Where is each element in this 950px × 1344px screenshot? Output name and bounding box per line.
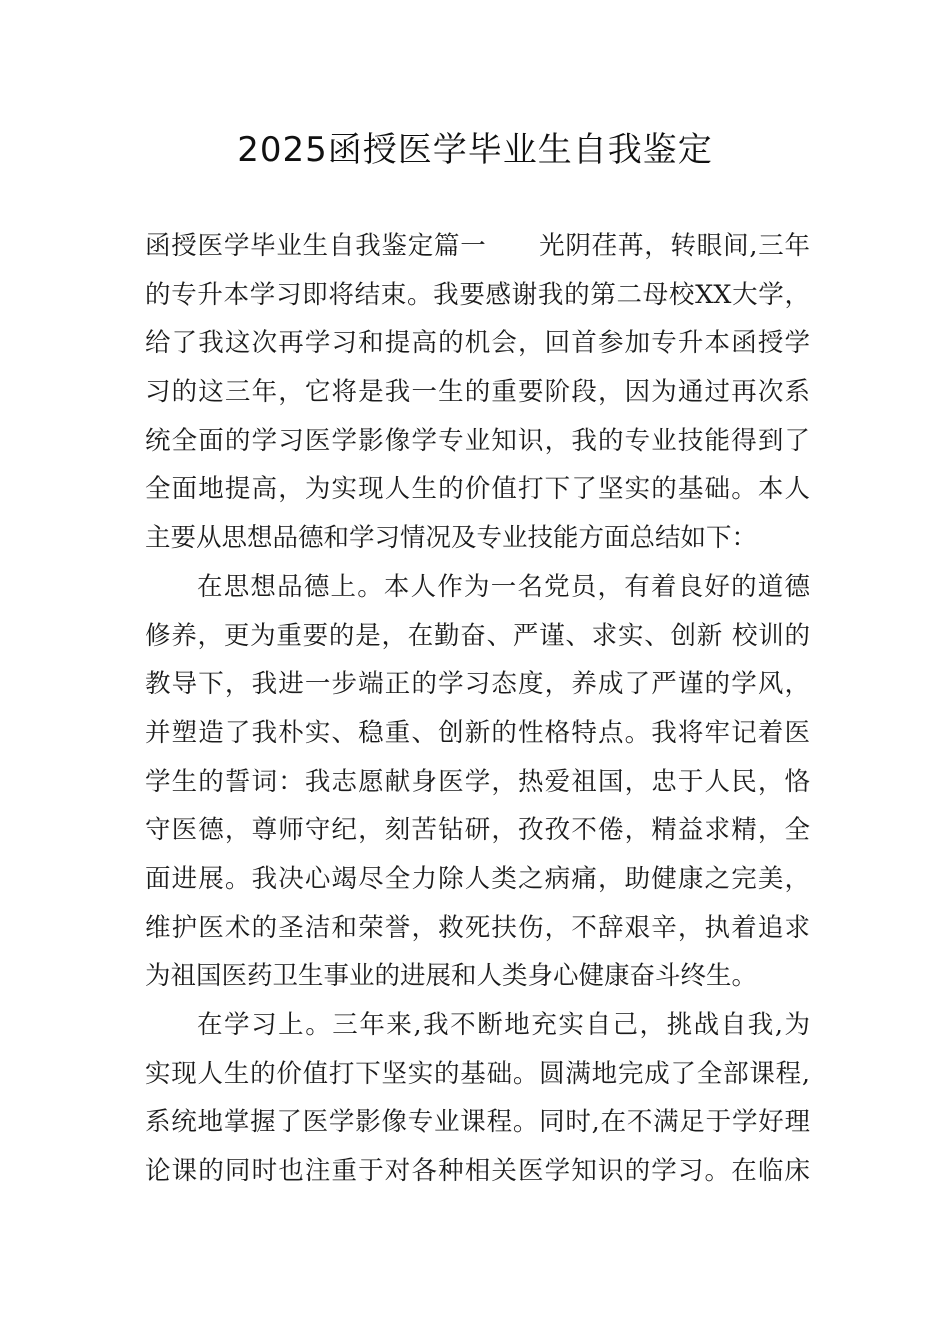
body-line: 给了我这次再学习和提高的机会，回首参加专升本函授学 — [145, 328, 810, 359]
body-line: 系统地掌握了医学影像专业课程。同时,在不满足于学好理 — [145, 1107, 810, 1138]
document-title: 2025函授医学毕业生自我鉴定 — [237, 130, 713, 170]
body-line: 习的这三年，它将是我一生的重要阶段，因为通过再次系 — [145, 377, 810, 408]
body-line: 统全面的学习医学影像学专业知识，我的专业技能得到了 — [145, 425, 810, 456]
body-line: 论课的同时也注重于对各种相关医学知识的学习。在临床 — [145, 1156, 810, 1187]
body-line: 守医德，尊师守纪，刻苦钻研，孜孜不倦，精益求精，全 — [145, 815, 810, 846]
body-line: 并塑造了我朴实、稳重、创新的性格特点。我将牢记着医 — [145, 717, 810, 748]
body-line: 为祖国医药卫生事业的进展和人类身心健康奋斗终生。 — [145, 961, 758, 992]
body-line: 在学习上。三年来,我不断地充实自己，挑战自我,为 — [197, 1010, 810, 1040]
document-body — [145, 222, 810, 1196]
body-line: 全面地提高，为实现人生的价值打下了坚实的基础。本人 — [145, 474, 810, 505]
body-line: 面进展。我决心竭尽全力除人类之病痛，助健康之完美， — [145, 863, 810, 894]
body-line: 在思想品德上。本人作为一名党员，有着良好的道德 — [197, 571, 810, 602]
body-line: 学生的誓词：我志愿献身医学，热爱祖国，忠于人民，恪 — [145, 766, 810, 797]
body-line: 的专升本学习即将结束。我要感谢我的第二母校XX大学， — [145, 279, 810, 310]
body-line: 主要从思想品德和学习情况及专业技能方面总结如下： — [145, 523, 758, 554]
body-line: 修养，更为重要的是，在勤奋、严谨、求实、创新 校训的 — [145, 620, 810, 651]
body-line: 维护医术的圣洁和荣誉，救死扶伤，不辞艰辛，执着追求 — [145, 912, 810, 943]
body-line: 实现人生的价值打下坚实的基础。圆满地完成了全部课程, — [145, 1058, 810, 1089]
body-line: 教导下，我进一步端正的学习态度，养成了严谨的学风， — [145, 669, 810, 700]
body-line: 函授医学毕业生自我鉴定篇一 光阴荏苒，转眼间,三年 — [145, 231, 810, 261]
